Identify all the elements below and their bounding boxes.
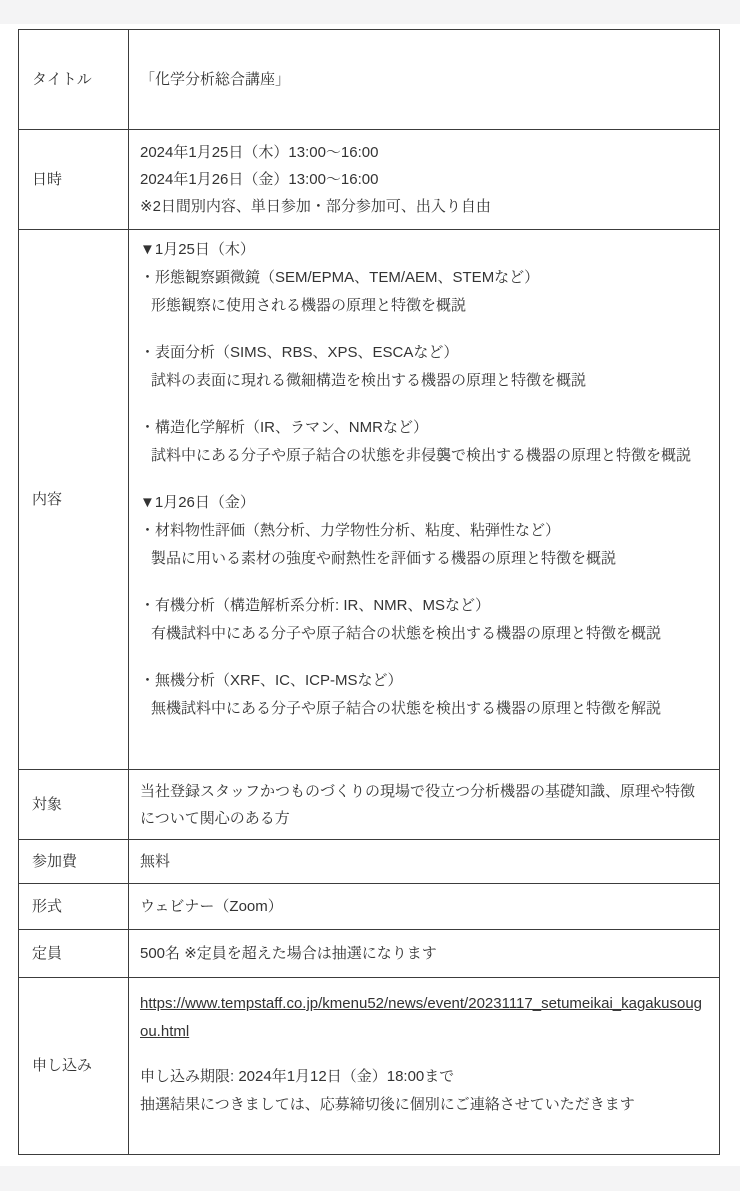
content-item-day2-material-properties [140,489,704,573]
row-label-title: タイトル [19,30,129,130]
audience-line: について関心のある方 [140,809,290,827]
content-desc-line: 形態観察に使用される機器の原理と特徴を概説 [151,297,467,314]
table-row-title [19,30,720,130]
content-item-day1-microscopy [140,236,704,320]
row-label-audience: 対象 [19,770,129,840]
content-desc-line: 試料中にある分子や原子結合の状態を非侵襲で検出する機器の原理と特徴を概説 [151,447,692,464]
row-value-audience [129,770,720,840]
row-label-capacity: 定員 [19,930,129,978]
row-value-datetime [129,130,720,230]
table-row-audience [19,770,720,840]
row-label-format: 形式 [19,884,129,930]
content-item-structural-chemistry [140,414,704,470]
application-link-paragraph [140,990,704,1046]
row-value-title: 「化学分析総合講座」 [129,30,720,130]
content-topic-line: ・有機分析（構造解析系分析: IR、NMR、MSなど） [140,597,490,614]
content-card [0,24,740,1166]
content-desc-line: 試料の表面に現れる微細構造を検出する機器の原理と特徴を概説 [151,372,587,389]
content-topic-line: ・無機分析（XRF、IC、ICP-MSなど） [140,672,403,689]
datetime-line: 2024年1月26日（金）13:00～16:00 [140,171,379,188]
application-deadline-line: 申し込み期限: 2024年1月12日（金）18:00まで [140,1068,455,1085]
content-desc-line: 有機試料中にある分子や原子結合の状態を検出する機器の原理と特徴を概説 [151,625,662,642]
content-topic-line: ・形態観察顕微鏡（SEM/EPMA、TEM/AEM、STEMなど） [140,269,540,286]
row-label-datetime: 日時 [19,130,129,230]
table-row-application [19,978,720,1155]
table-row-capacity [19,930,720,978]
content-desc-line: 製品に用いる素材の強度や耐熱性を評価する機器の原理と特徴を概説 [151,550,617,567]
table-row-datetime [19,130,720,230]
table-row-fee [19,840,720,884]
content-item-organic-analysis [140,592,704,648]
row-label-application: 申し込み [19,978,129,1155]
application-deadline-paragraph [140,1063,704,1119]
content-day-heading: ▼1月25日（木） [140,241,255,258]
row-value-format: ウェビナー（Zoom） [129,884,720,930]
content-topic-line: ・材料物性評価（熱分析、力学物性分析、粘度、粘弾性など） [140,522,561,539]
application-lottery-note-line: 抽選結果につきましては、応募締切後に個別にご連絡させていただきます [140,1096,635,1113]
event-info-table [18,29,720,1155]
row-value-content [129,230,720,770]
application-link[interactable]: https://www.tempstaff.co.jp/kmenu52/news/event/20231117_setumeikai_kagakusougou.html [140,995,703,1040]
table-row-content [19,230,720,770]
content-day-heading: ▼1月26日（金） [140,494,255,511]
content-item-surface-analysis [140,339,704,395]
content-topic-line: ・構造化学解析（IR、ラマン、NMRなど） [140,419,428,436]
row-label-content: 内容 [19,230,129,770]
content-item-inorganic-analysis [140,667,704,723]
content-topic-line: ・表面分析（SIMS、RBS、XPS、ESCAなど） [140,344,459,361]
row-value-application [129,978,720,1155]
datetime-line: 2024年1月25日（木）13:00～16:00 [140,144,379,161]
audience-line: 当社登録スタッフかつものづくりの現場で役立つ分析機器の基礎知識、原理や特徴 [140,782,696,800]
table-row-format [19,884,720,930]
row-label-fee: 参加費 [19,840,129,884]
row-value-fee: 無料 [129,840,720,884]
content-desc-line: 無機試料中にある分子や原子結合の状態を検出する機器の原理と特徴を解説 [151,700,662,717]
row-value-capacity: 500名 ※定員を超えた場合は抽選になります [129,930,720,978]
datetime-note: ※2日間別内容、単日参加・部分参加可、出入り自由 [140,198,491,215]
